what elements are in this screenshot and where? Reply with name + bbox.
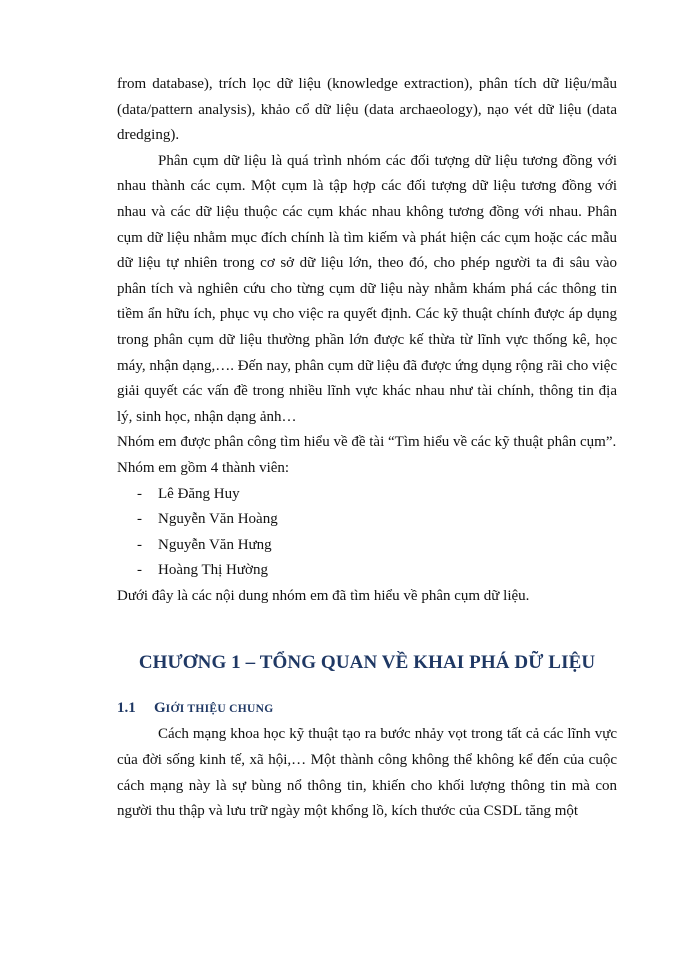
- list-item: [117, 482, 617, 508]
- section-heading: [117, 695, 617, 722]
- paragraph-group-intro: Nhóm em gồm 4 thành viên:: [117, 459, 290, 476]
- member-name: Nguyễn Văn Hoàng: [158, 511, 278, 528]
- member-name: Lê Đăng Huy: [158, 485, 240, 502]
- paragraph-section-body: Cách mạng khoa học kỹ thuật tạo ra bước nhảy vọt trong tất cả các lĩnh vực của đời sống kinh tế, xã hội,… Một thành công không thể không kể đến của cuộc cách mạng này là sự bùng nổ thông tin, khiến cho khối lượng thông tin mà con người thu thập và lưu trữ ngày một khổng lồ, kích thước của CSDL tăng một: [117, 726, 617, 820]
- page-body: [117, 72, 617, 825]
- list-item: [117, 533, 617, 559]
- section-title-rest: IỚI THIỆU CHUNG: [165, 703, 274, 716]
- bullet-dash: -: [137, 511, 142, 528]
- member-name: Hoàng Thị Hường: [158, 562, 268, 579]
- bullet-dash: -: [137, 562, 142, 579]
- list-item: [117, 507, 617, 533]
- bullet-dash: -: [137, 485, 142, 502]
- section-title-initial: G: [154, 700, 166, 717]
- bullet-dash: -: [137, 536, 142, 553]
- section-number: 1.1: [117, 700, 136, 717]
- section-title: [154, 695, 273, 722]
- list-item: [117, 558, 617, 584]
- member-name: Nguyễn Văn Hưng: [158, 536, 272, 553]
- member-list: [117, 482, 617, 584]
- paragraph-clustering-definition: Phân cụm dữ liệu là quá trình nhóm các đối tượng dữ liệu tương đồng với nhau thành các cụm. Một cụm là tập hợp các đối tượng dữ liệu tương đồng với nhau và các dữ liệu thuộc các cụm khác nhau không tương đồng với nhau. Phân cụm dữ liệu nhằm mục đích chính là tìm kiếm và phát hiện các cụm hoặc các mẫu dữ liệu tự nhiên trong cơ sở dữ liệu lớn, theo đó, cho phép người ta đi sâu vào phân tích và nghiên cứu cho từng cụm dữ liệu này nhằm khám phá các thông tin tiềm ẩn hữu ích, phục vụ cho việc ra quyết định. Các kỹ thuật chính được áp dụng trong phân cụm dữ liệu thường phần lớn được kế thừa từ lĩnh vực thống kê, học máy, nhận dạng,…. Đến nay, phân cụm dữ liệu đã được ứng dụng rộng rãi cho việc giải quyết các vấn đề trong nhiều lĩnh vực khác nhau như tài chính, thông tin địa lý, sinh học, nhận dạng ảnh…: [117, 152, 617, 425]
- paragraph-intro-tail: from database), trích lọc dữ liệu (knowledge extraction), phân tích dữ liệu/mẫu (data/pattern analysis), khảo cổ dữ liệu (data archaeology), nạo vét dữ liệu (data dredging).: [117, 76, 617, 144]
- paragraph-closing: Dưới đây là các nội dung nhóm em đã tìm hiểu về phân cụm dữ liệu.: [117, 587, 530, 604]
- paragraph-assignment: Nhóm em được phân công tìm hiểu về đề tài “Tìm hiểu về các kỹ thuật phân cụm”.: [117, 434, 617, 451]
- chapter-heading: CHƯƠNG 1 – TỔNG QUAN VỀ KHAI PHÁ DỮ LIỆU: [138, 652, 596, 674]
